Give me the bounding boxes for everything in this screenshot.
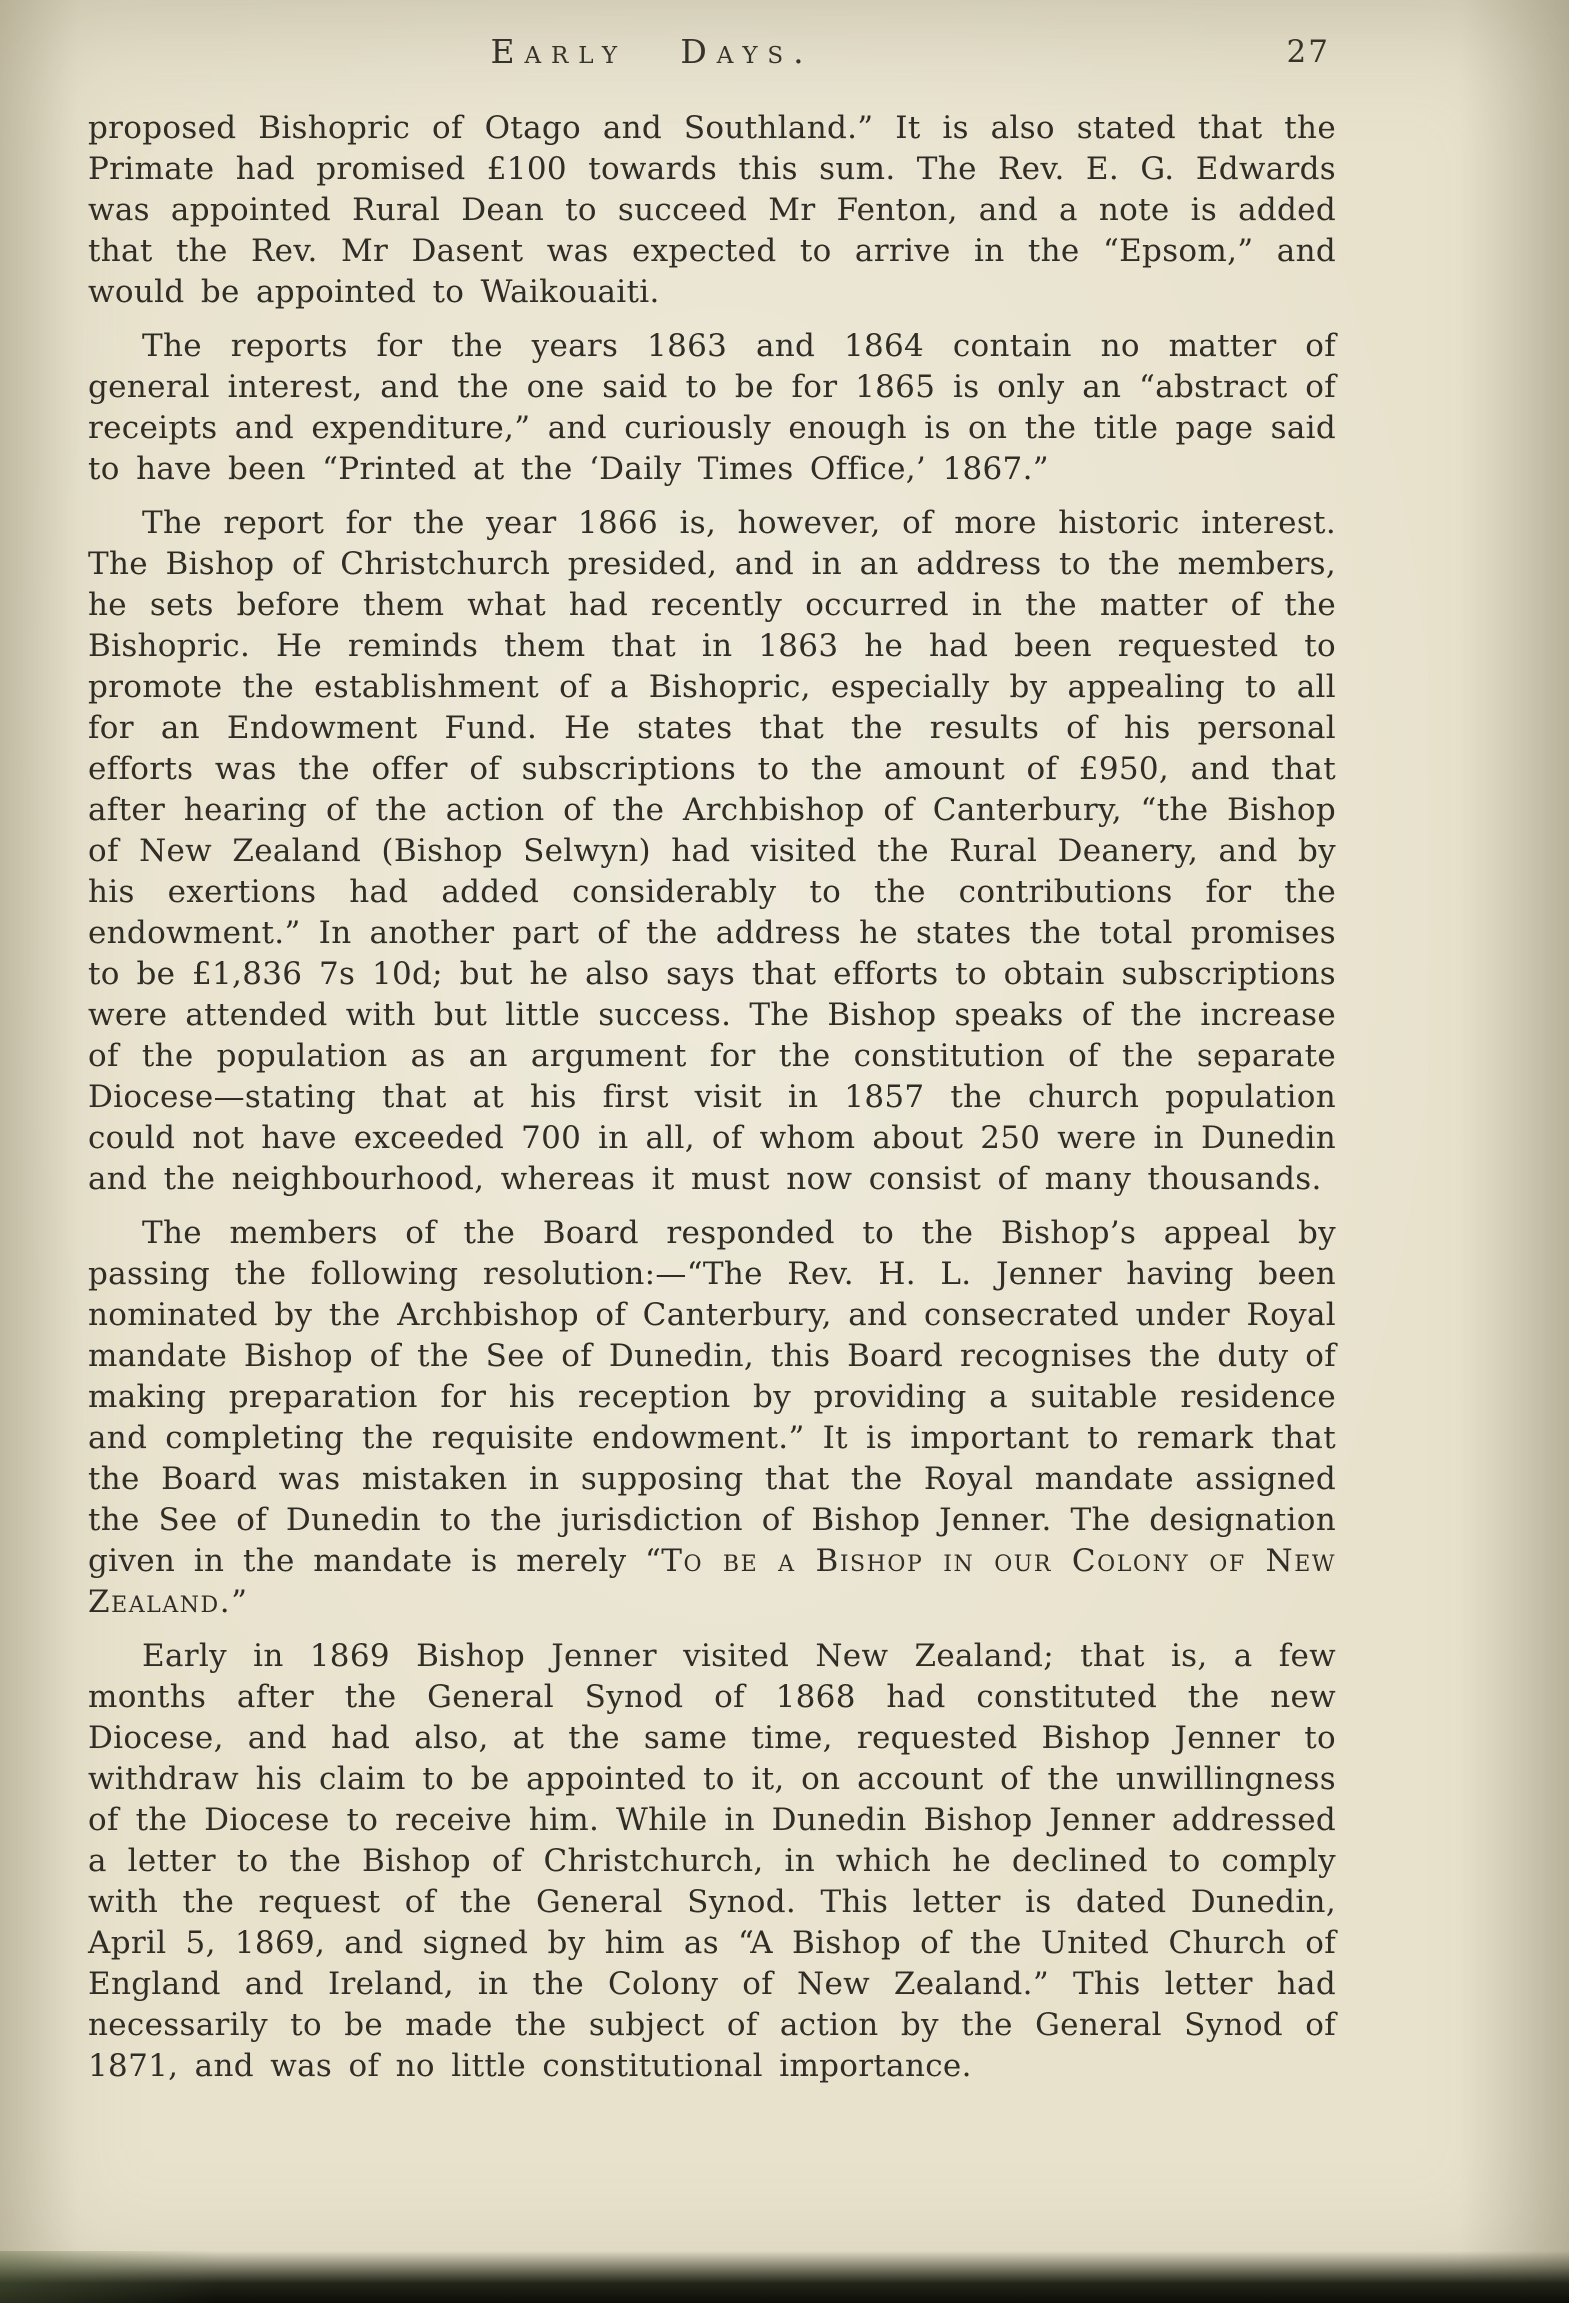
page-header [88,32,1336,82]
text-run: The members of the Board responded to the Bishop’s appeal by passing the following resolution:—“The Rev. H. L. Jenner having been nominated by the Archbishop of Canterbury, and consecrated under Royal mandate Bishop of the See of Dunedin, this Board recognises the duty of making preparation for his reception by providing a suitable residence and completing the requisite endowment.” It is important to remark that the Board was mistaken in supposing that the Royal mandate assigned the See of Dunedin to the jurisdiction of Bishop Jenner. The designation given in the mandate is merely “ [88,1215,1336,1579]
smallcaps-text-run: To be a Bishop in our Colony of New Zealand. [88,1543,1336,1620]
paragraph [88,503,1336,1200]
paragraph [88,326,1336,490]
scan-edge-shadow [0,2251,1569,2303]
paragraph [88,108,1336,313]
text-run: The report for the year 1866 is, however, of more historic interest. The Bishop of Christchurch presided, and in an address to the members, he sets before them what had recently occurred in the matter of the Bishopric. He reminds them that in 1863 he had been requested to promote the establishment of a Bishopric, especially by appealing to all for an Endowment Fund. He states that the results of his personal efforts was the offer of subscriptions to the amount of £950, and that after hearing of the action of the Archbishop of Canterbury, “the Bishop of New Zealand (Bishop Selwyn) had visited the Rural Deanery, and by his exertions had added considerably to the contributions for the endowment.” In another part of the address he states the total promises to be £1,836 7s 10d; but he also says that efforts to obtain subscriptions were attended with but little success. The Bishop speaks of the increase of the population as an argument for the constitution of the separate Diocese—stating that at his first visit in 1857 the church population could not have exceeded 700 in all, of whom about 250 were in Dunedin and the neighbourhood, whereas it must now consist of many thousands. [88,505,1336,1197]
paragraph [88,1213,1336,1623]
text-run: The reports for the years 1863 and 1864 contain no matter of general interest, and the one said to be for 1865 is only an “abstract of receipts and expenditure,” and curiously enough is on the title page said to have been “Printed at the ‘Daily Times Office,’ 1867.” [88,328,1336,487]
text-run: Early in 1869 Bishop Jenner visited New Zealand; that is, a few months after the General Synod of 1868 had constituted the new Diocese, and had also, at the same time, requested Bishop Jenner to withdraw his claim to be appointed to it, on account of the unwillingness of the Diocese to receive him. While in Dunedin Bishop Jenner addressed a letter to the Bishop of Christchurch, in which he declined to comply with the request of the General Synod. This letter is dated Dunedin, April 5, 1869, and signed by him as “A Bishop of the United Church of England and Ireland, in the Colony of New Zealand.” This letter had necessarily to be made the subject of action by the General Synod of 1871, and was of no little constitutional importance. [88,1638,1336,2084]
page-body [88,108,1336,2087]
page-number: 27 [1286,34,1330,70]
paragraph [88,1636,1336,2087]
text-run: proposed Bishopric of Otago and Southland.” It is also stated that the Primate had promised £100 towards this sum. The Rev. E. G. Edwards was appointed Rural Dean to succeed Mr Fenton, and a note is added that the Rev. Mr Dasent was expected to arrive in the “Epsom,” and would be appointed to Waikouaiti. [88,110,1336,310]
text-run: ” [231,1584,248,1620]
running-title: Early Days. [490,32,814,71]
